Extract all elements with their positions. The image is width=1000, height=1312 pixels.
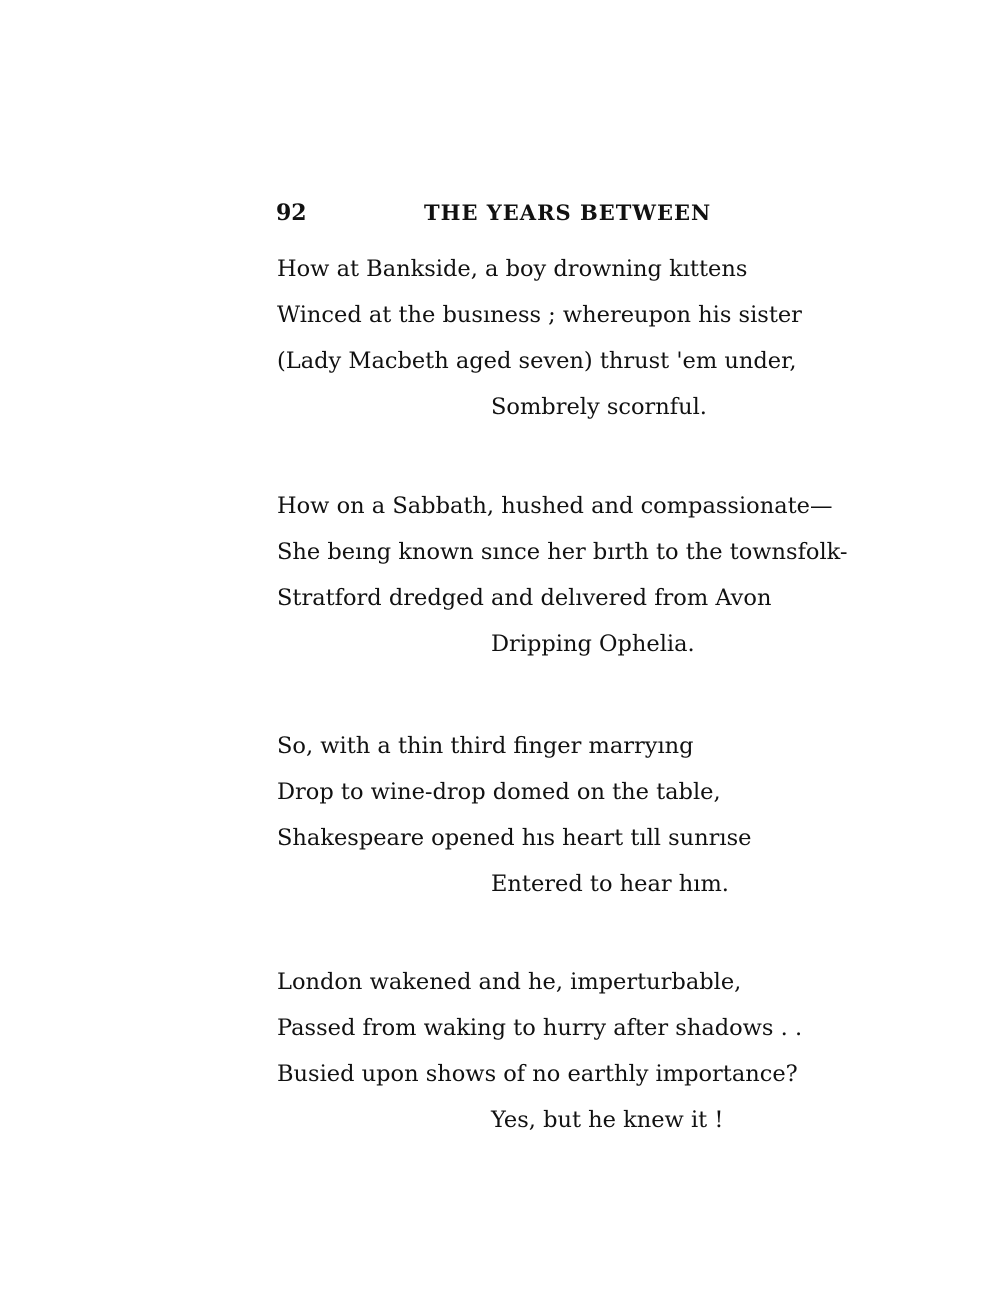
verse-line: Drop to wine-drop domed on the table, [277,779,721,805]
running-title: THE YEARS BETWEEN [424,200,712,225]
page-number: 92 [276,200,307,226]
verse-line: London wakened and he, imperturbable, [277,969,742,995]
verse-line-indented: Sombrely scornful. [491,394,707,420]
verse-line: Busied upon shows of no earthly importance? [277,1061,798,1087]
verse-line: So, with a thin third finger marryıng [277,733,694,759]
verse-line: Winced at the busıness ; whereupon his sister [277,302,802,328]
verse-line: Passed from waking to hurry after shadows . . [277,1015,803,1041]
verse-line: How at Bankside, a boy drowning kıttens [277,256,748,282]
verse-line: She beıng known sınce her bırth to the townsfolk- [277,539,848,565]
verse-line-indented: Dripping Ophelia. [491,631,695,657]
verse-line: How on a Sabbath, hushed and compassionate— [277,493,833,519]
verse-line-indented: Yes, but he knew it ! [491,1107,724,1133]
verse-line: Shakespeare opened hıs heart tıll sunrıse [277,825,752,851]
verse-line: Stratford dredged and delıvered from Avon [277,585,772,611]
running-head [276,200,716,230]
verse-line-indented: Entered to hear hım. [491,871,729,897]
verse-line: (Lady Macbeth aged seven) thrust 'em under, [277,348,797,374]
